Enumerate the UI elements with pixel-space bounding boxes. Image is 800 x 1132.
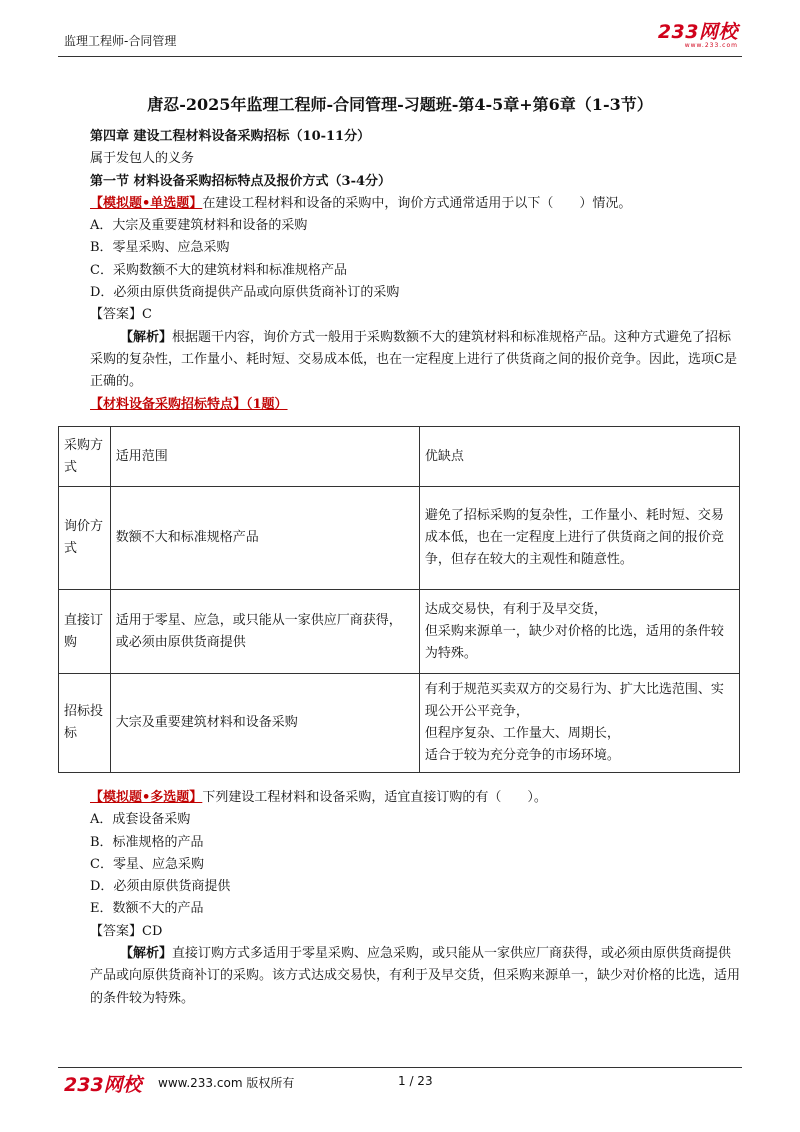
- footer-logo: 233网校: [64, 1074, 142, 1096]
- table-cell-pros-cons: 有利于规范买卖双方的交易行为、扩大比选范围、实现公开公平竞争， 但程序复杂、工作量大、周期长， 适合于较为充分竞争的市场环境。: [419, 674, 739, 773]
- question-2-option-e: E．数额不大的产品: [90, 901, 204, 917]
- question-1-option-c: C．采购数额不大的建筑材料和标准规格产品: [90, 262, 347, 278]
- section-heading: 第一节 材料设备采购招标特点及报价方式（3-4分）: [90, 173, 392, 189]
- table-row: [59, 674, 740, 773]
- question-1-option-a: A．大宗及重要建筑材料和设备的采购: [90, 218, 308, 234]
- table-header-method: 采购方式: [59, 427, 111, 487]
- question-2-stem: [90, 787, 740, 809]
- question-1-stem: [90, 193, 740, 215]
- question-2-analysis-tag: 【解析】: [120, 946, 173, 962]
- table-row: [59, 590, 740, 674]
- table-header-pros-cons: 优缺点: [419, 427, 739, 487]
- question-2-option-d: D．必须由原供货商提供: [90, 879, 231, 895]
- table-header-scope: 适用范围: [110, 427, 419, 487]
- table-title-line: [90, 394, 740, 416]
- question-2-answer: 【答案】CD: [90, 923, 163, 939]
- table-cell-scope: 大宗及重要建筑材料和设备采购: [110, 674, 419, 773]
- page-header: [58, 22, 742, 57]
- brand-url: www.233.com: [684, 42, 738, 49]
- question-2-option-a: A．成套设备采购: [90, 812, 191, 828]
- procurement-table: [58, 426, 740, 773]
- question-1-text: 在建设工程材料和设备的采购中，询价方式通常适用于以下（ ）情况。: [202, 195, 632, 211]
- question-2-analysis: [90, 943, 740, 1010]
- table-cell-method: 询价方式: [59, 487, 111, 590]
- brand-logo: [658, 22, 738, 49]
- question-2-tag: 【模拟题•多选题】: [90, 790, 203, 805]
- question-1-answer: 【答案】C: [90, 307, 152, 323]
- question-2-analysis-text: 直接订购方式多适用于零星采购、应急采购，或只能从一家供应厂商获得，或必须由原供货商提供产品或向原供货商补订的采购。该方式达成交易快，有利于及早交货，但采购来源单一，缺少对价格的比选，适用的条件较为特殊。: [90, 946, 741, 1006]
- question-1-analysis-text: 根据题干内容，询价方式一般用于采购数额不大的建筑材料和标准规格产品。这种方式避免了招标采购的复杂性，工作量小、耗时短、交易成本低，也在一定程度上进行了供货商之间的报价竞争。因此，选项C是正确的。: [90, 329, 737, 390]
- table-cell-scope: 数额不大和标准规格产品: [110, 487, 419, 590]
- table-row: [59, 487, 740, 590]
- page-footer: [58, 1067, 742, 1098]
- table-cell-pros-cons: 达成交易快，有利于及早交货， 但采购来源单一，缺少对价格的比选，适用的条件较为特殊。: [419, 590, 739, 674]
- table-title: 【材料设备采购招标特点】（1题）: [90, 396, 288, 412]
- question-1-analysis: [90, 327, 740, 394]
- table-header-row: [59, 427, 740, 487]
- table-cell-method: 直接订购: [59, 590, 111, 674]
- table-cell-scope: 适用于零星、应急，或只能从一家供应厂商获得，或必须由原供货商提供: [110, 590, 419, 674]
- question-2-option-c: C．零星、应急采购: [90, 856, 204, 872]
- header-title: 监理工程师-合同管理: [64, 34, 177, 48]
- brand-logo-text: 233网校: [657, 21, 738, 43]
- document-title: 唐忍-2025年监理工程师-合同管理-习题班-第4-5章+第6章（1-3节）: [147, 95, 653, 114]
- intro-note: 属于发包人的义务: [90, 151, 195, 167]
- chapter-heading: 第四章 建设工程材料设备采购招标（10-11分）: [90, 129, 371, 144]
- question-2-text: 下列建设工程材料和设备采购，适宜直接订购的有（ ）。: [202, 790, 547, 805]
- question-2-option-b: B．标准规格的产品: [90, 834, 204, 850]
- question-1-option-d: D．必须由原供货商提供产品或向原供货商补订的采购: [90, 285, 400, 301]
- question-1-tag: 【模拟题•单选题】: [90, 195, 203, 211]
- table-cell-method: 招标投标: [59, 674, 111, 773]
- table-cell-pros-cons: 避免了招标采购的复杂性，工作量小、耗时短、交易成本低，也在一定程度上进行了供货商之间的报价竞争，但存在较大的主观性和随意性。: [419, 487, 739, 590]
- content-top: [90, 126, 740, 416]
- question-1-option-b: B．零星采购、应急采购: [90, 240, 230, 256]
- content-bottom: [90, 787, 740, 1010]
- question-1-analysis-tag: 【解析】: [120, 329, 173, 345]
- footer-copyright: www.233.com 版权所有: [158, 1076, 295, 1090]
- page-number: 1 / 23: [398, 1074, 433, 1088]
